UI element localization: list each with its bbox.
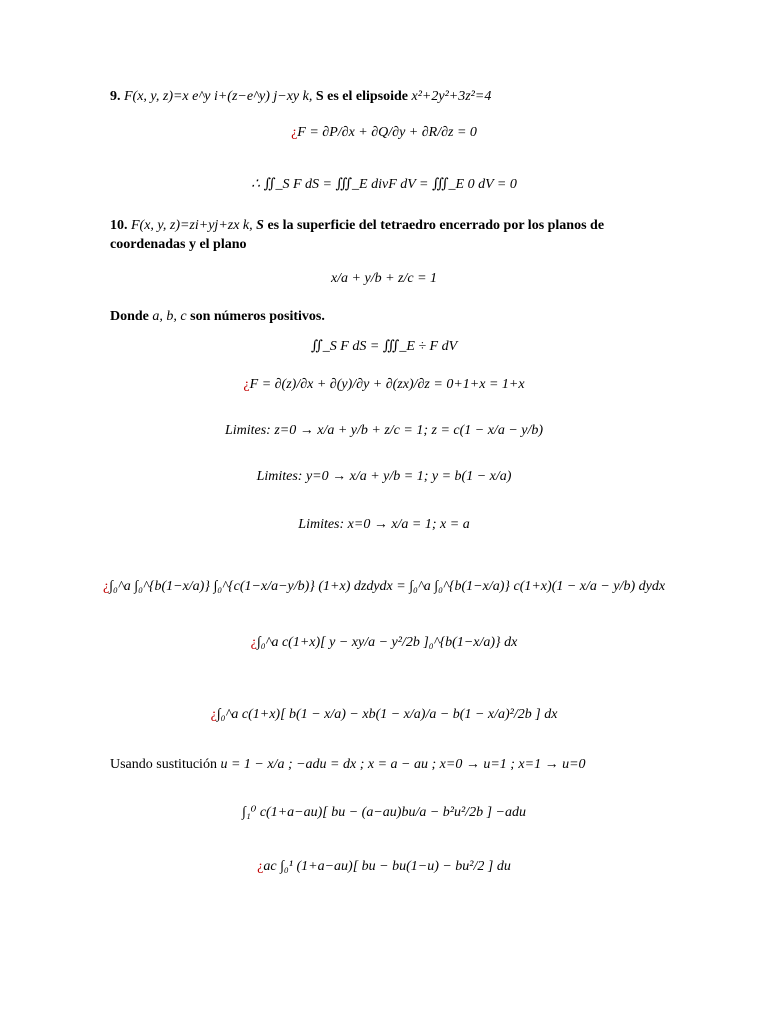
limits-x [0, 516, 768, 534]
problem10-donde [110, 308, 325, 326]
limits-z [0, 422, 768, 440]
problem10-statement: es la superficie del tetraedro encerrado por los planos de coordenadas y el plano [110, 218, 605, 252]
limits-y-expression: Limites: y=0 → x/a + y/b = 1; y = b(1 − x/a) [256, 469, 512, 484]
integral-3-prefix: ¿ [210, 707, 217, 722]
problem10-header [110, 216, 662, 254]
problem9-conclusion-expression: ∴ ∬_S F dS = ∭_E divF dV = ∭_E 0 dV = 0 [251, 177, 517, 192]
integral-3-expression: ∫₀^a c(1+x)[ b(1 − x/a) − xb(1 − x/a)/a − b(1 − x/a)²/2b ] dx [216, 707, 558, 722]
integral-4 [0, 804, 768, 822]
problem10-s: S [256, 218, 264, 233]
problem9-divergence [0, 124, 768, 142]
problem10-plane [0, 270, 768, 288]
problem10-divergence-expression: F = ∂(z)/∂x + ∂(y)/∂y + ∂(zx)/∂z = 0+1+x = 1+x [249, 377, 525, 392]
problem10-divergence-prefix: ¿ [243, 377, 250, 392]
problem10-divergence [0, 376, 768, 394]
limits-x-expression: Limites: x=0 → x/a = 1; x = a [298, 517, 470, 532]
problem10-plane-expression: x/a + y/b + z/c = 1 [330, 271, 438, 286]
limits-z-expression: Limites: z=0 → x/a + y/b + z/c = 1; z = c(1 − x/a − y/b) [224, 423, 544, 438]
integral-2 [0, 634, 768, 652]
problem9-number: 9. [110, 89, 121, 104]
limits-y [0, 468, 768, 486]
integral-5 [0, 858, 768, 876]
integral-1-expression: ∫₀^a ∫₀^{b(1−x/a)} ∫₀^{c(1−x/a−y/b)} (1+x) dzdydx = ∫₀^a ∫₀^{b(1−x/a)} c(1+x)(1 − x/a − y/b) dydx [109, 579, 666, 594]
substitution-expression: u = 1 − x/a ; −adu = dx ; x = a − au ; x=0 → u=1 ; x=1 → u=0 [220, 757, 586, 772]
integral-3 [0, 706, 768, 724]
integral-5-expression: ac ∫₀¹ (1+a−au)[ bu − bu(1−u) − bu²/2 ] du [263, 859, 511, 874]
integral-5-prefix: ¿ [257, 859, 264, 874]
integral-4-expression: ∫₁⁰ c(1+a−au)[ bu − (a−au)bu/a − b²u²/2b ] −adu [242, 805, 526, 820]
integral-1 [0, 578, 768, 596]
problem9-divergence-expression: F = ∂P/∂x + ∂Q/∂y + ∂R/∂z = 0 [297, 125, 477, 140]
substitution-label: Usando sustitución [110, 757, 217, 772]
problem9-conclusion [0, 176, 768, 194]
problem9-divergence-prefix: ¿ [291, 125, 298, 140]
divergence-theorem-expression: ∬_S F dS = ∭_E ÷ F dV [310, 339, 458, 354]
donde-text: son números positivos. [190, 309, 325, 324]
donde-vars: a, b, c [152, 309, 187, 324]
problem9-header [110, 88, 491, 106]
problem10-divergence-theorem [0, 338, 768, 356]
problem9-field: F(x, y, z)=x e^y i+(z−e^y) j−xy k, [124, 89, 313, 104]
problem10-number: 10. [110, 218, 128, 233]
integral-2-expression: ∫₀^a c(1+x)[ y − xy/a − y²/2b ]₀^{b(1−x/a)} dx [256, 635, 518, 650]
problem9-statement: S es el elipsoide [315, 89, 409, 104]
donde-label: Donde [110, 309, 149, 324]
problem10-field: F(x, y, z)=zi+yj+zx k, [131, 218, 253, 233]
problem9-surface: x²+2y²+3z²=4 [411, 89, 492, 104]
integral-2-prefix: ¿ [250, 635, 257, 650]
substitution [110, 756, 586, 774]
integral-1-prefix: ¿ [102, 579, 110, 594]
